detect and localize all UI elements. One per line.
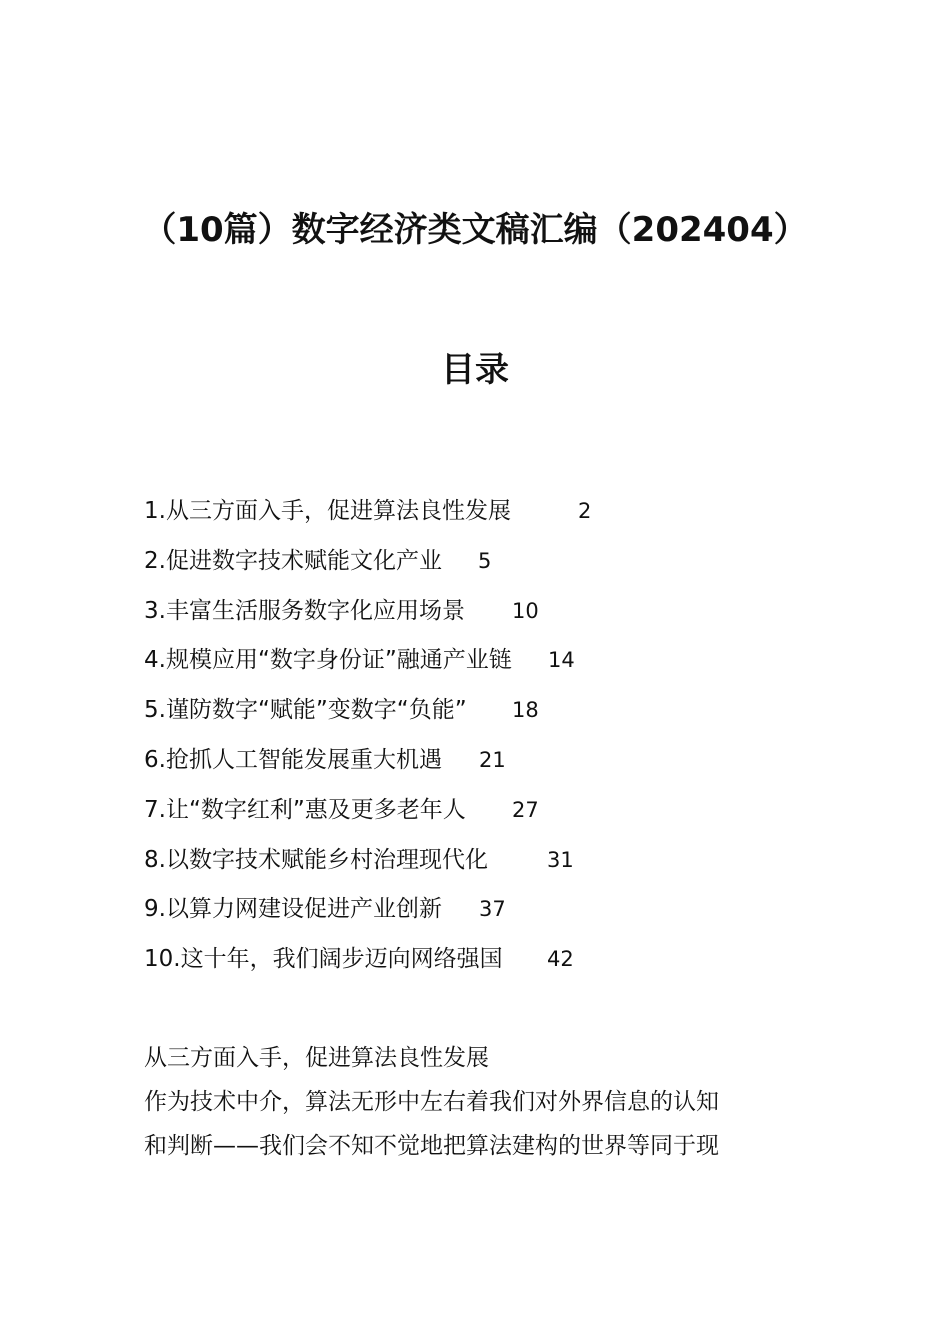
toc-entry-title: 6.抢抓人工智能发展重大机遇 <box>144 746 442 773</box>
toc-entry-8[interactable] <box>144 840 574 890</box>
toc-heading: 目录 <box>441 350 509 390</box>
toc-entry-title: 1.从三方面入手，促进算法良性发展 <box>144 498 511 524</box>
toc-entry-page: 10 <box>512 598 539 623</box>
paragraph-line: 和判断——我们会不知不觉地把算法建构的世界等同于现 <box>144 1133 719 1159</box>
article-body <box>144 1036 824 1168</box>
toc-entry-title: 4.规模应用“数字身份证”融通产业链 <box>144 647 512 674</box>
toc-entry-title: 2.促进数字技术赋能文化产业 <box>144 547 442 574</box>
toc-entry-9[interactable] <box>144 889 512 939</box>
article-heading: 从三方面入手，促进算法良性发展 <box>144 1045 489 1071</box>
toc-entry-1[interactable] <box>144 491 592 541</box>
toc-entry-page: 5 <box>478 548 492 573</box>
toc-entry-title: 3.丰富生活服务数字化应用场景 <box>144 597 465 624</box>
toc-entry-title: 8.以数字技术赋能乡村治理现代化 <box>144 846 488 873</box>
toc-entry-10[interactable] <box>144 939 574 989</box>
paragraph-line: 作为技术中介，算法无形中左右着我们对外界信息的认知 <box>144 1089 719 1115</box>
toc-entry-page: 2 <box>578 499 592 523</box>
toc-entry-page: 37 <box>479 897 506 922</box>
toc-entry-2[interactable] <box>144 541 512 591</box>
toc-entry-title: 9.以算力网建设促进产业创新 <box>144 896 442 923</box>
toc-entry-title: 5.谨防数字“赋能”变数字“负能” <box>144 697 467 724</box>
table-of-contents <box>144 491 592 989</box>
toc-entry-5[interactable] <box>144 690 539 740</box>
toc-entry-page: 42 <box>547 947 574 972</box>
toc-entry-page: 21 <box>479 747 506 772</box>
toc-entry-title: 7.让“数字红利”惠及更多老年人 <box>144 796 466 823</box>
toc-entry-6[interactable] <box>144 740 512 790</box>
toc-entry-page: 18 <box>512 698 539 723</box>
toc-entry-title: 10.这十年，我们阔步迈向网络强国 <box>144 946 503 973</box>
document-title: （10篇）数字经济类文稿汇编（202404） <box>142 210 808 250</box>
toc-entry-page: 14 <box>548 648 575 673</box>
toc-entry-page: 31 <box>547 847 574 872</box>
toc-entry-page: 27 <box>512 797 539 822</box>
toc-entry-3[interactable] <box>144 591 539 641</box>
toc-entry-4[interactable] <box>144 640 575 690</box>
toc-entry-7[interactable] <box>144 790 539 840</box>
